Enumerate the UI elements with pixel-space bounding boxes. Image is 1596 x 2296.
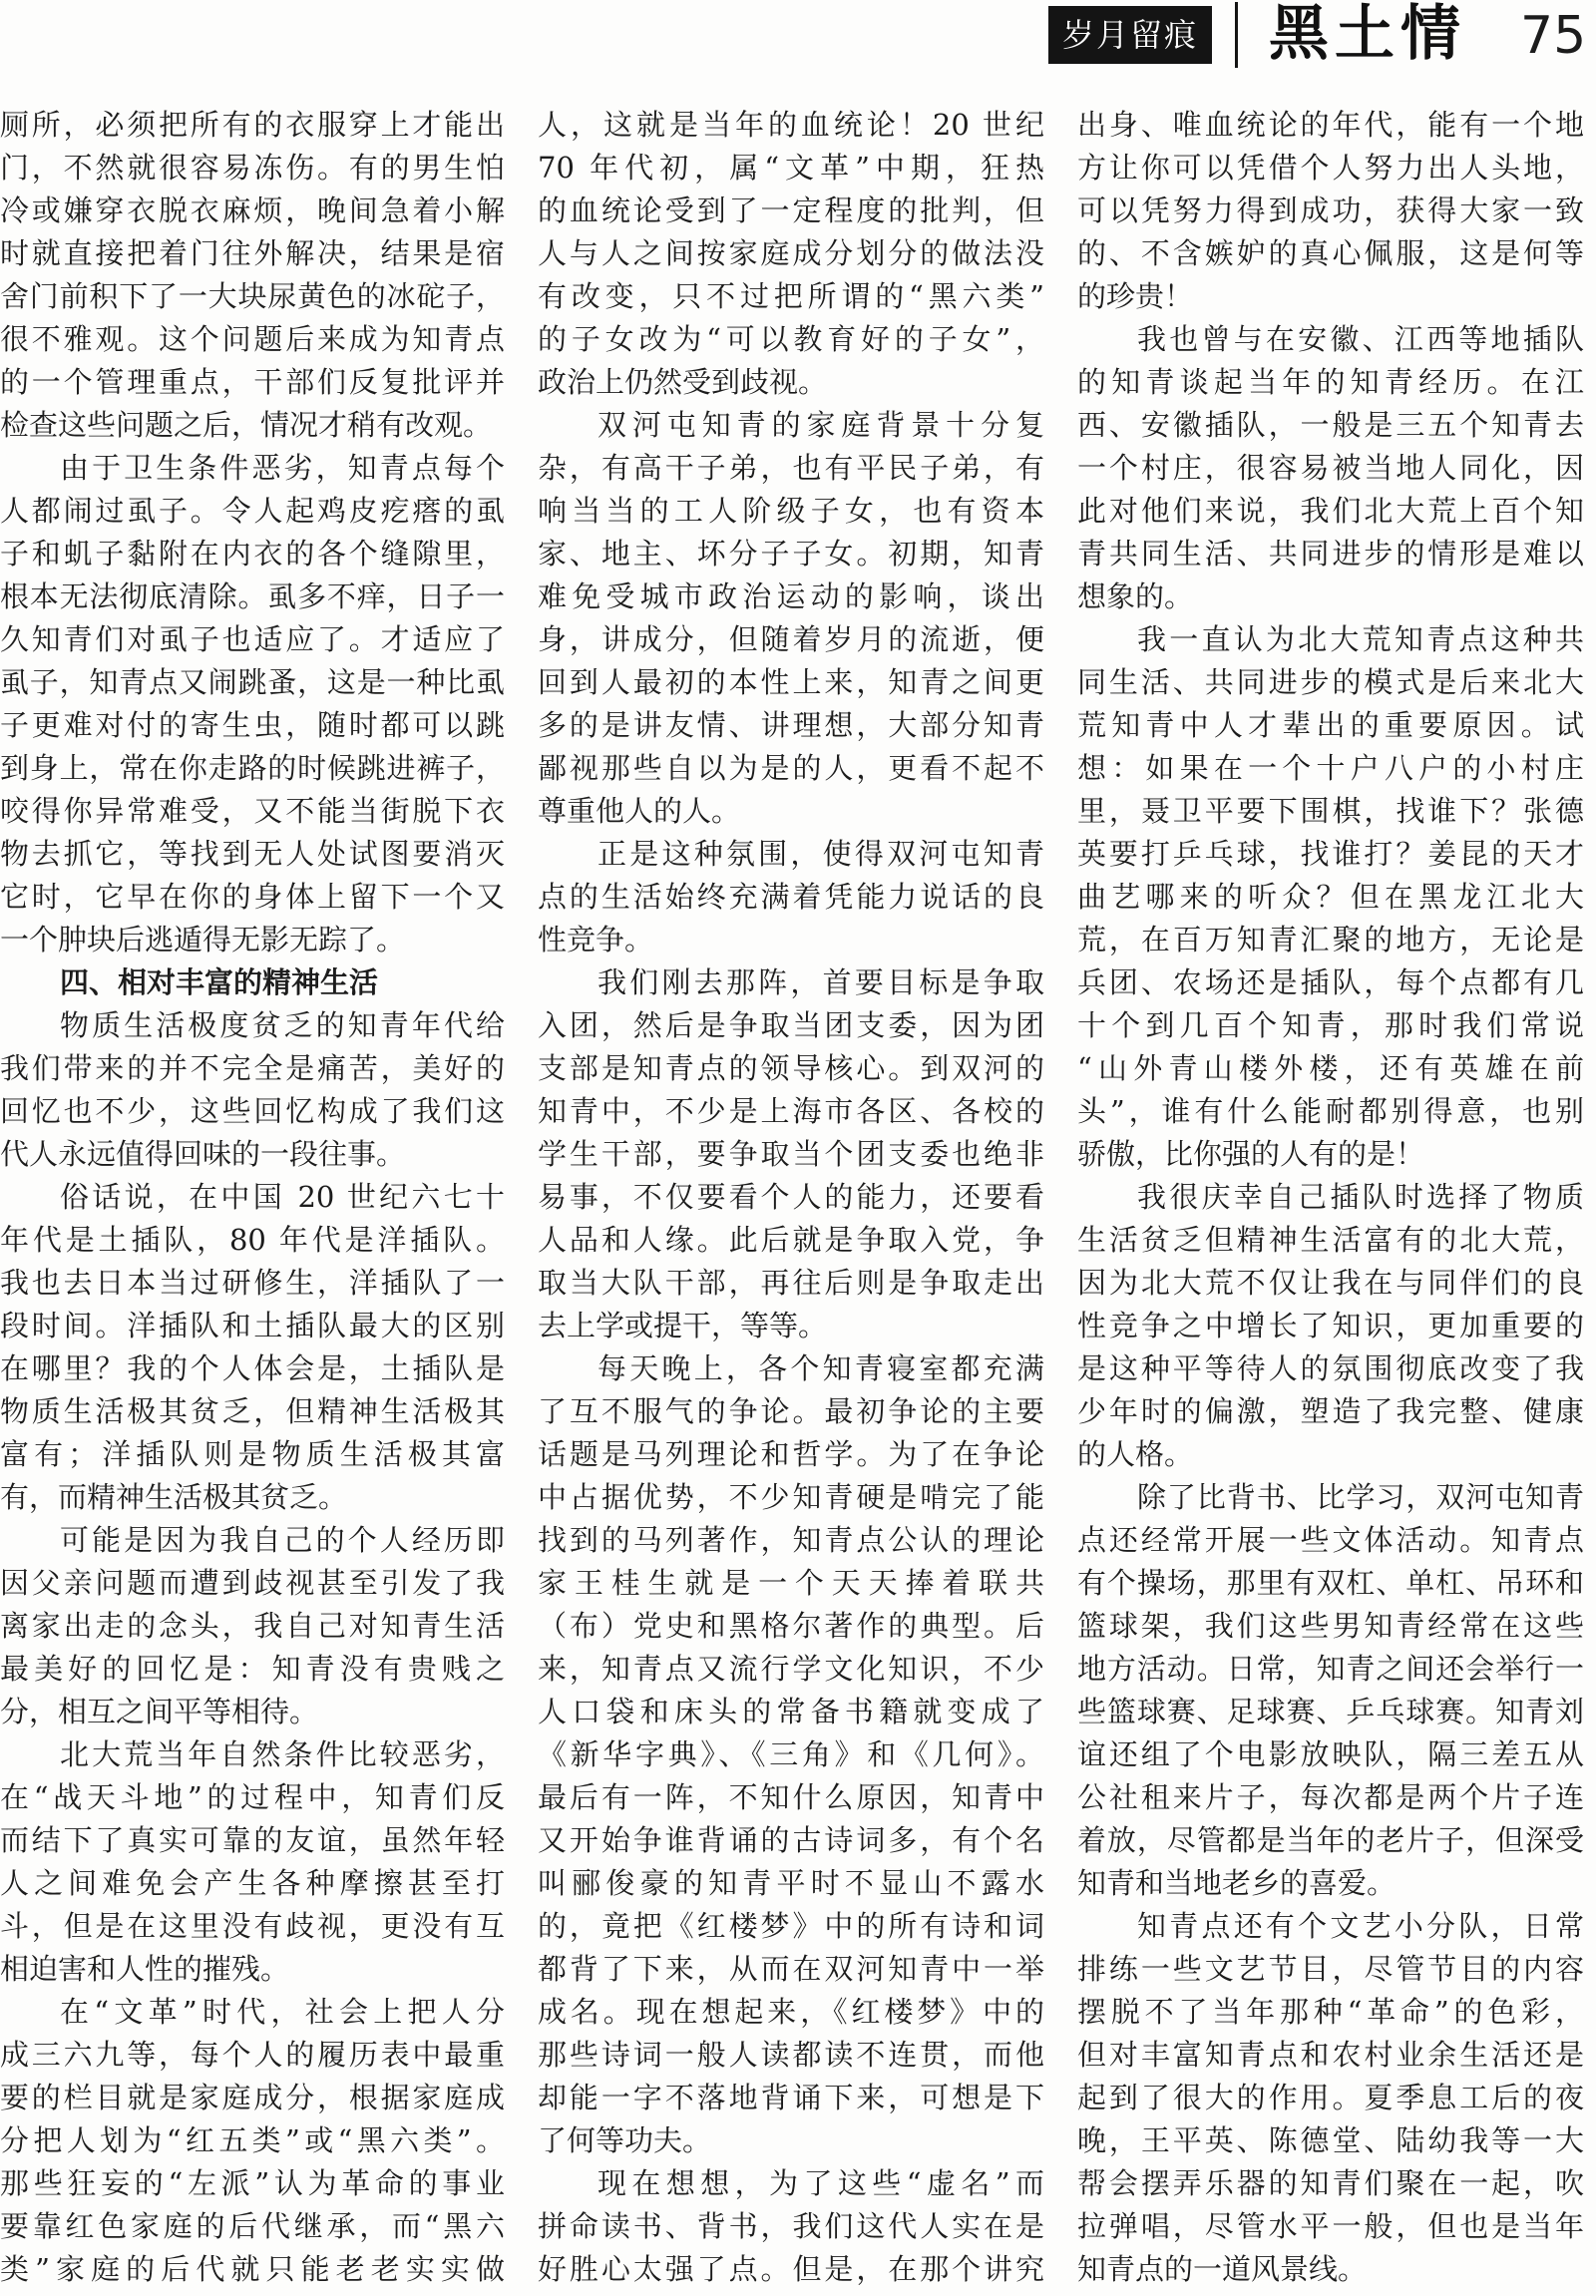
paragraph [538,2162,1044,2291]
paragraph [538,961,1044,1347]
text-line: 成名。现在想起来，《红楼梦》中的 [538,1995,1044,2029]
text-line: 点还经常开展一些文体活动。知青点 [1077,1523,1584,1557]
text-line: 来，知青点又流行学文化知识，不少 [538,1652,1044,1686]
text-line: 想象的。 [1077,579,1194,613]
text-line: 帮会摆弄乐器的知青们聚在一起，吹 [1077,2166,1584,2200]
section-heading-text: 四、相对丰富的精神生活 [60,965,379,999]
text-line: 70 年代初，属“文革”中期，狂热 [538,151,1044,185]
text-line: 时就直接把着门往外解决，结果是宿 [0,236,505,270]
text-line: 的子女改为“可以教育好的子女”， [538,322,1044,356]
text-line: 它时，它早在你的身体上留下一个又 [0,880,505,914]
section-heading [0,961,505,1004]
text-line: 一个村庄，很容易被当地人同化，因 [1077,451,1584,485]
text-line: 人品和人缘。此后就是争取入党，争 [538,1223,1044,1257]
magazine-title-logo: 黑土情 [1269,0,1466,69]
text-line: 但对丰富知青点和农村业余生活还是 [1077,2038,1584,2072]
paragraph [1077,1905,1584,2291]
text-line: 学生干部，要争取当个团支委也绝非 [538,1137,1044,1171]
text-line: 青共同生活、共同进步的情形是难以 [1077,537,1584,571]
text-line: 性竞争之中增长了知识，更加重要的 [1077,1309,1584,1342]
text-column-right [1077,104,1584,2291]
text-line: 到身上，常在你走路的时候跳进裤子， [0,751,505,785]
text-line: 要靠红色家庭的后代继承，而“黑六 [0,2209,505,2243]
text-line: 代人永远值得回味的一段往事。 [0,1137,406,1171]
text-line: 可能是因为我自己的个人经历即 [60,1523,505,1557]
text-line: 我很庆幸自己插队时选择了物质 [1137,1180,1584,1214]
text-line: 排练一些文艺节目，尽管节目的内容 [1077,1952,1584,1986]
text-line: 好胜心太强了点。但是，在那个讲究 [538,2252,1044,2286]
text-line: 身，讲成分，但随着岁月的流逝，便 [538,622,1044,656]
text-line: 知青点的一道风景线。 [1077,2252,1368,2286]
text-line: 很不雅观。这个问题后来成为知青点 [0,322,505,356]
text-line: 英要打乒乓球，找谁打？姜昆的天才 [1077,837,1584,871]
text-line: 除了比背书、比学习，双河屯知青 [1137,1480,1584,1514]
text-line: 骄傲，比你强的人有的是！ [1077,1137,1425,1171]
text-line: 是这种平等待人的氛围彻底改变了我 [1077,1351,1584,1385]
text-line: 我们刚去那阵，首要目标是争取 [598,965,1044,999]
text-line: 段时间。洋插队和土插队最大的区别 [0,1309,505,1342]
text-line: 又开始争谁背诵的古诗词多，有个名 [538,1823,1044,1857]
paragraph [1077,1176,1584,1476]
text-line: 的知青谈起当年的知青经历。在江 [1077,365,1584,399]
text-line: 家、地主、坏分子子女。初期，知青 [538,537,1044,571]
text-line: 摆脱不了当年那种“革命”的色彩， [1077,1995,1584,2029]
text-line: 同生活、共同进步的模式是后来北大 [1077,665,1584,699]
text-line: 鄙视那些自以为是的人，更看不起不 [538,751,1044,785]
text-line: 由于卫生条件恶劣，知青点每个 [60,451,505,485]
text-line: 有个操场，那里有双杠、单杠、吊环和 [1077,1566,1584,1600]
text-column-left [0,104,505,2291]
paragraph [538,404,1044,833]
text-line: 多的是讲友情、讲理想，大部分知青 [538,708,1044,742]
text-line: 物质生活极其贫乏，但精神生活极其 [0,1394,505,1428]
text-line: 难免受城市政治运动的影响，谈出 [538,579,1044,613]
paragraph-continued [538,104,1044,404]
text-line: 富有；洋插队则是物质生活极其富 [0,1437,505,1471]
text-line: 类”家庭的后代就只能老老实实做 [0,2252,505,2286]
text-line: 我一直认为北大荒知青点这种共 [1137,622,1584,656]
text-line: 有改变，只不过把所谓的“黑六类” [538,279,1044,313]
text-line: 人口袋和床头的常备书籍就变成了 [538,1695,1044,1728]
text-line: 久知青们对虱子也适应了。才适应了 [0,622,505,656]
header-divider [1235,2,1238,68]
text-line: 厕所，必须把所有的衣服穿上才能出 [0,108,505,142]
text-line: 虱子，知青点又闹跳蚤，这是一种比虱 [0,665,505,699]
text-line: 我也曾与在安徽、江西等地插队 [1137,322,1584,356]
text-line: 着放，尽管都是当年的老片子，但深受 [1077,1823,1584,1857]
text-line: 少年时的偏激，塑造了我完整、健康 [1077,1394,1584,1428]
text-line: 人都闹过虱子。令人起鸡皮疙瘩的虱 [0,494,505,528]
text-line: 荒，在百万知青汇聚的地方，无论是 [1077,923,1584,957]
text-line: 易事，不仅要看个人的能力，还要看 [538,1180,1044,1214]
text-line: 知青点还有个文艺小分队，日常 [1137,1909,1584,1943]
text-line: 子和虮子黏附在内衣的各个缝隙里， [0,537,505,571]
text-line: 人与人之间按家庭成分划分的做法没 [538,236,1044,270]
text-line: 了何等功夫。 [538,2123,712,2157]
text-line: 家王桂生就是一个天天捧着联共 [538,1566,1044,1600]
text-line: 的、不含嫉妒的真心佩服，这是何等 [1077,236,1584,270]
text-line: 公社租来片子，每次都是两个片子连 [1077,1780,1584,1814]
text-line: “山外青山楼外楼，还有英雄在前 [1077,1051,1584,1085]
paragraph-continued [1077,104,1584,318]
text-line: 回忆也不少，这些回忆构成了我们这 [0,1094,505,1128]
text-line: 斗，但是在这里没有歧视，更没有互 [0,1909,505,1943]
text-line: 成三六九等，每个人的履历表中最重 [0,2038,505,2072]
text-line: 《新华字典》、《三角》和《几何》。 [538,1737,1044,1771]
text-line: 舍门前积下了一大块尿黄色的冰砣子， [0,279,505,313]
text-line: 拉弹唱，尽管水平一般，但也是当年 [1077,2209,1584,2243]
text-line: 头”，谁有什么能耐都别得意，也别 [1077,1094,1584,1128]
text-line: 入团，然后是争取当团支委，因为团 [538,1008,1044,1042]
paragraph [538,833,1044,961]
text-line: 那些狂妄的“左派”认为革命的事业 [0,2166,505,2200]
paragraph-continued [0,104,505,447]
text-line: 可以凭努力得到成功，获得大家一致 [1077,193,1584,227]
section-label: 岁月留痕 [1048,6,1212,64]
paragraph [0,1991,505,2291]
text-line: 些篮球赛、足球赛、乒乓球赛。知青刘 [1077,1695,1584,1728]
text-line: 现在想想，为了这些“虚名”而 [598,2166,1044,2200]
text-line: 出身、唯血统论的年代，能有一个地 [1077,108,1584,142]
text-line: 物质生活极度贫乏的知青年代给 [60,1008,505,1042]
text-line: 性竞争。 [538,923,654,957]
text-line: 杂，有高干子弟，也有平民子弟，有 [538,451,1044,485]
text-line: （布）党史和黑格尔著作的典型。后 [538,1609,1044,1643]
text-column-middle [538,104,1044,2291]
text-line: 在“战天斗地”的过程中，知青们反 [0,1780,505,1814]
text-line: 有，而精神生活极其贫乏。 [0,1480,348,1514]
page-number: 75 [1520,6,1587,66]
text-line: 要的栏目就是家庭成分，根据家庭成 [0,2081,505,2114]
text-line: 取当大队干部，再往后则是争取走出 [538,1266,1044,1300]
text-line: 年代是土插队，80 年代是洋插队。 [0,1223,505,1257]
text-line: 晚，王平英、陈德堂、陆幼我等一大 [1077,2123,1584,2157]
paragraph [0,1733,505,1991]
text-line: 因为北大荒不仅让我在与同伴们的良 [1077,1266,1584,1300]
text-line: 咬得你异常难受，又不能当街脱下衣 [0,794,505,828]
paragraph [0,1176,505,1519]
text-line: 兵团、农场还是插队，每个点都有几 [1077,965,1584,999]
text-line: 了互不服气的争论。最初争论的主要 [538,1394,1044,1428]
text-line: 分把人划为“红五类”或“黑六类”。 [0,2123,505,2157]
text-line: 检查这些问题之后，情况才稍有改观。 [0,408,493,442]
text-line: 十个到几百个知青，那时我们常说 [1077,1008,1584,1042]
text-line: 响当当的工人阶级子女，也有资本 [538,494,1044,528]
text-line: 那些诗词一般人读都读不连贯，而他 [538,2038,1044,2072]
paragraph [0,1519,505,1733]
text-line: 的，竟把《红楼梦》中的所有诗和词 [538,1909,1044,1943]
text-line: 中占据优势，不少知青硬是啃完了能 [538,1480,1044,1514]
text-line: 话题是马列理论和哲学。为了在争论 [538,1437,1044,1471]
text-line: 每天晚上，各个知青寝室都充满 [598,1351,1044,1385]
text-line: 地方活动。日常，知青之间还会举行一 [1077,1652,1584,1686]
text-line: 尊重他人的人。 [538,794,741,828]
text-line: 正是这种氛围，使得双河屯知青 [598,837,1044,871]
text-line: 冷或嫌穿衣脱衣麻烦，晚间急着小解 [0,193,505,227]
text-line: 双河屯知青的家庭背景十分复 [598,408,1044,442]
text-line: 俗话说，在中国 20 世纪六七十 [60,1180,505,1214]
text-line: 生活贫乏但精神生活富有的北大荒， [1077,1223,1584,1257]
text-line: 却能一字不落地背诵下来，可想是下 [538,2081,1044,2114]
text-line: 最美好的回忆是：知青没有贵贱之 [0,1652,505,1686]
text-line: 点的生活始终充满着凭能力说话的良 [538,880,1044,914]
text-line: 知青和当地老乡的喜爱。 [1077,1866,1396,1900]
paragraph [0,447,505,961]
paragraph [1077,618,1584,1176]
paragraph [1077,1476,1584,1905]
text-line: 因父亲问题而遭到歧视甚至引发了我 [0,1566,505,1600]
text-line: 门，不然就很容易冻伤。有的男生怕 [0,151,505,185]
text-line: 政治上仍然受到歧视。 [538,365,828,399]
text-line: 而结下了真实可靠的友谊，虽然年轻 [0,1823,505,1857]
text-line: 的一个管理重点，干部们反复批评并 [0,365,505,399]
text-line: 篮球架，我们这些男知青经常在这些 [1077,1609,1584,1643]
text-line: 北大荒当年自然条件比较恶劣， [60,1737,505,1771]
text-line: 叫郦俊豪的知青平时不显山不露水 [538,1866,1044,1900]
text-line: 支部是知青点的领导核心。到双河的 [538,1051,1044,1085]
text-line: 曲艺哪来的听众？但在黑龙江北大 [1077,880,1584,914]
text-line: 的人格。 [1077,1437,1194,1471]
text-line: 里，聂卫平要下围棋，找谁下？张德 [1077,794,1584,828]
text-line: 拼命读书、背书，我们这代人实在是 [538,2209,1044,2243]
text-line: 想：如果在一个十户八户的小村庄 [1077,751,1584,785]
text-line: 都背了下来，从而在双河知青中一举 [538,1952,1044,1986]
text-line: 人，这就是当年的血统论！20 世纪 [538,108,1044,142]
text-line: 知青中，不少是上海市各区、各校的 [538,1094,1044,1128]
text-line: 谊还组了个电影放映队，隔三差五从 [1077,1737,1584,1771]
paragraph [1077,318,1584,618]
text-line: 此对他们来说，我们北大荒上百个知 [1077,494,1584,528]
text-line: 最后有一阵，不知什么原因，知青中 [538,1780,1044,1814]
text-line: 去上学或提干，等等。 [538,1309,828,1342]
text-line: 荒知青中人才辈出的重要原因。试 [1077,708,1584,742]
text-line: 子更难对付的寄生虫，随时都可以跳 [0,708,505,742]
paragraph [0,1004,505,1176]
text-line: 在哪里？我的个人体会是，土插队是 [0,1351,505,1385]
text-line: 物去抓它，等找到无人处试图要消灭 [0,837,505,871]
text-line: 的珍贵！ [1077,279,1194,313]
paragraph [538,1347,1044,2162]
text-line: 方让你可以凭借个人努力出人头地， [1077,151,1584,185]
text-line: 起到了很大的作用。夏季息工后的夜 [1077,2081,1584,2114]
text-line: 我也去日本当过研修生，洋插队了一 [0,1266,505,1300]
text-line: 一个肿块后逃遁得无影无踪了。 [0,923,406,957]
text-line: 在“文革”时代，社会上把人分 [60,1995,505,2029]
text-line: 离家出走的念头，我自己对知青生活 [0,1609,505,1643]
text-line: 根本无法彻底清除。虱多不痒，日子一 [0,579,505,613]
text-line: 人之间难免会产生各种摩擦甚至打 [0,1866,505,1900]
text-line: 我们带来的并不完全是痛苦，美好的 [0,1051,505,1085]
text-line: 的血统论受到了一定程度的批判，但 [538,193,1044,227]
text-line: 分，相互之间平等相待。 [0,1695,319,1728]
text-line: 找到的马列著作，知青点公认的理论 [538,1523,1044,1557]
text-line: 回到人最初的本性上来，知青之间更 [538,665,1044,699]
text-line: 西、安徽插队，一般是三五个知青去 [1077,408,1584,442]
text-line: 相迫害和人性的摧残。 [0,1952,290,1986]
